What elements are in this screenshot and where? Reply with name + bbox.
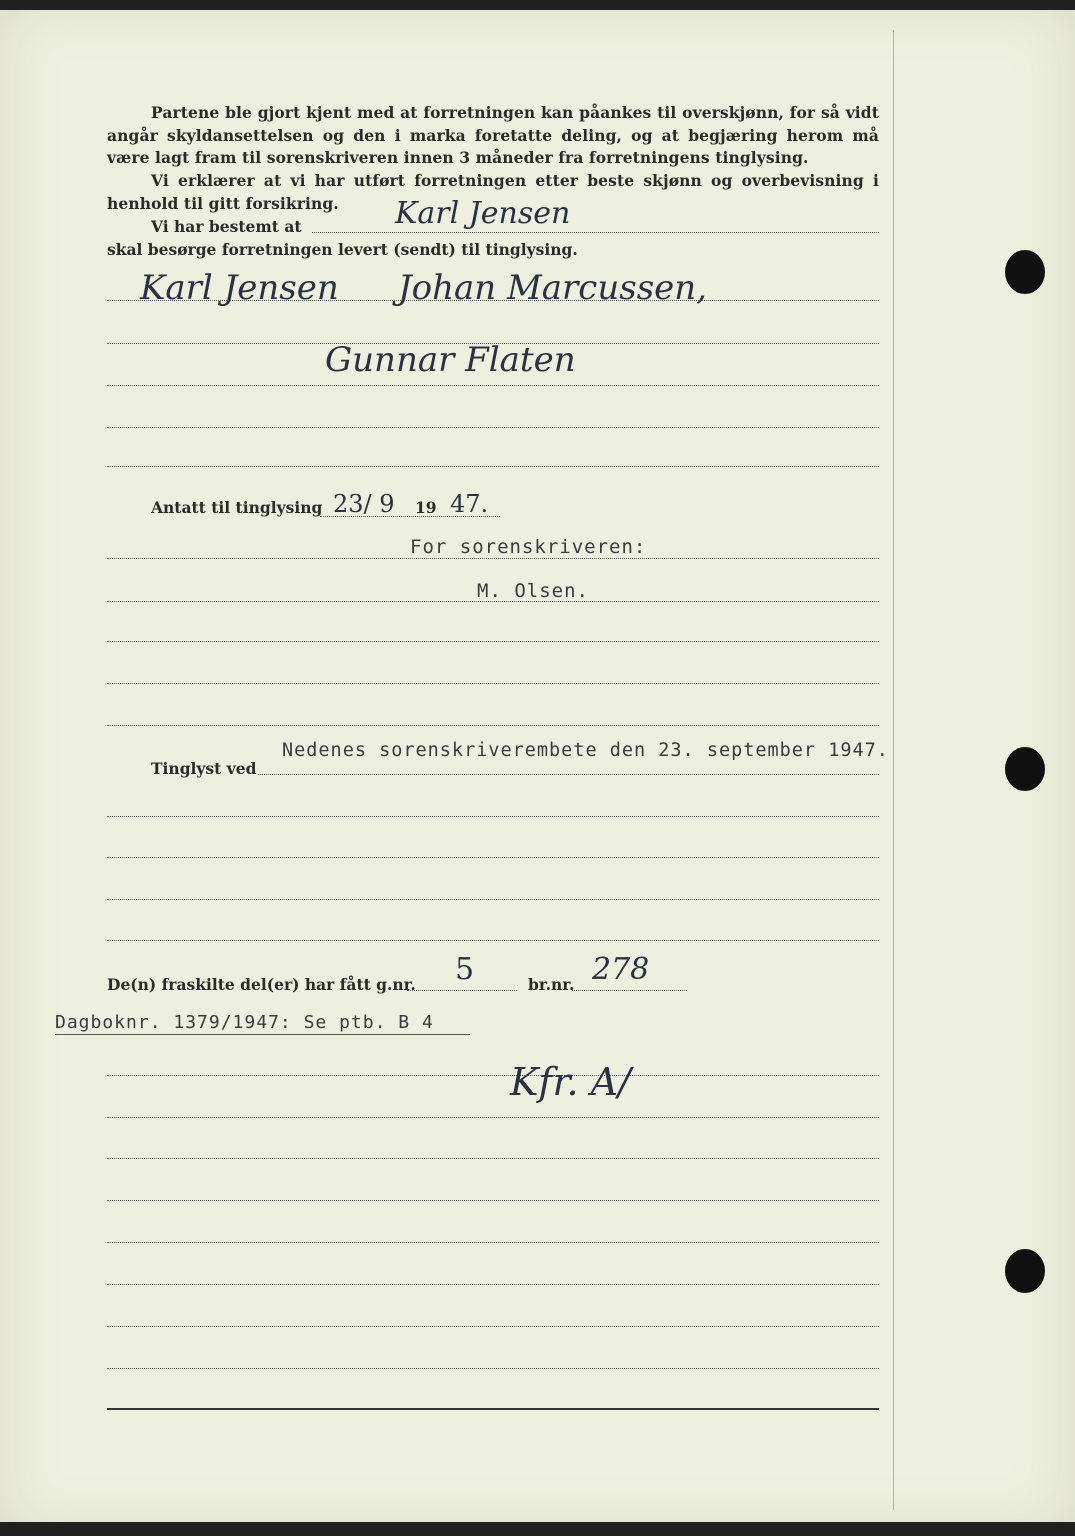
sorenskriver-line-5 (107, 725, 879, 726)
gnr-value: 5 (455, 952, 475, 987)
fraskilte-label: De(n) fraskilte del(er) har fått g.nr. (107, 975, 416, 994)
initials-handwritten: Kfr. A/ (510, 1060, 631, 1104)
dagbok-text: Dagboknr. 1379/1947: Se ptb. B 4 (55, 1012, 434, 1033)
paragraph-overskjonn-text: Partene ble gjort kjent med at forretningen kan påankes til overskjønn, for så vidt angår skyldansettelsen og den i marka foretatte deling, og at begjæring herom må være lagt fram til sorenskriveren innen 3 måneder fra forretningens tinglysing. (107, 103, 879, 167)
gnr-dotted-line (407, 990, 517, 991)
signature-line-4 (107, 427, 879, 428)
signature-3: Gunnar Flaten (325, 340, 576, 380)
scan-bottom-edge (0, 1522, 1075, 1536)
antatt-year-suffix: 47. (450, 490, 489, 518)
tinglyst-text: Nedenes sorenskriverembete den 23. september 1947. (282, 740, 889, 761)
signature-1: Karl Jensen (140, 268, 339, 308)
bestemt-label: Vi har bestemt at (151, 217, 302, 236)
bottom-rule (107, 1408, 879, 1410)
bestemt-dotted-line (312, 232, 879, 233)
brnr-dotted-line (572, 990, 687, 991)
signature-2: Johan Marcussen, (398, 268, 707, 308)
dagbok-underline (55, 1034, 470, 1035)
signature-line-5 (107, 466, 879, 467)
tinglyst-line-4 (107, 899, 879, 900)
dagbok-line-9 (107, 1368, 879, 1369)
sorenskriver-name: M. Olsen. (477, 580, 589, 602)
dagbok-line-4 (107, 1158, 879, 1159)
punch-hole-middle (1005, 747, 1045, 791)
antatt-label: Antatt til tinglysing (151, 498, 323, 517)
brnr-label: br.nr. (528, 975, 575, 994)
antatt-year-prefix: 19 (415, 498, 437, 517)
paragraph-erklaering-text: Vi erklærer at vi har utført forretningen etter beste skjønn og overbevisning i henhold til gitt forsikring. (107, 171, 879, 213)
tinglyst-line-3 (107, 857, 879, 858)
dagbok-line-5 (107, 1200, 879, 1201)
signature-line-1 (107, 300, 879, 301)
tinglyst-line-2 (107, 816, 879, 817)
punch-hole-top (1005, 250, 1045, 294)
sorenskriver-line-3 (107, 641, 879, 642)
dagbok-line-7 (107, 1284, 879, 1285)
brnr-value: 278 (592, 952, 650, 987)
antatt-day-month: 23/ 9 (333, 490, 395, 518)
tinglyst-line-5 (107, 940, 879, 941)
paragraph-overskjonn (107, 102, 879, 170)
sorenskriver-for-line: For sorenskriveren: (410, 536, 647, 558)
dagbok-line-8 (107, 1326, 879, 1327)
dagbok-line-3 (107, 1117, 879, 1118)
tinglyst-label: Tinglyst ved (151, 759, 257, 778)
sorenskriver-line-4 (107, 683, 879, 684)
bestemt-line2: skal besørge forretningen levert (sendt) til tinglysing. (107, 240, 578, 259)
bestemt-handwritten-name: Karl Jensen (395, 196, 571, 231)
red-margin-line (893, 30, 894, 1510)
dagbok-line-6 (107, 1242, 879, 1243)
sorenskriver-line-1 (107, 558, 879, 559)
punch-hole-bottom (1005, 1249, 1045, 1293)
dagbok-line-2 (107, 1075, 879, 1076)
signature-line-3 (107, 385, 879, 386)
tinglyst-dotted-line (258, 774, 879, 775)
sorenskriver-line-2 (107, 601, 879, 602)
scan-top-edge (0, 0, 1075, 10)
